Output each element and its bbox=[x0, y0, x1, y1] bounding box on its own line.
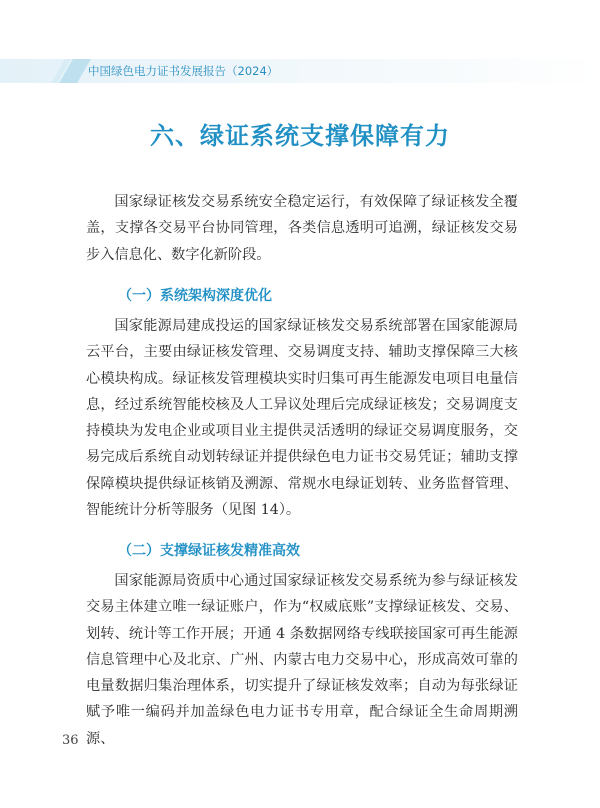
running-header-title: 中国绿色电力证书发展报告（2024） bbox=[88, 64, 279, 78]
section-heading-1: （一）系统架构深度优化 bbox=[118, 288, 272, 304]
page-number: 36 bbox=[62, 733, 79, 748]
section-2-paragraph: 国家能源局资质中心通过国家绿证核发交易系统为参与绿证核发交易主体建立唯一绿证账户，作为“权威底账”支撑绿证核发、交易、划转、统计等工作开展；开通 4 条数据网络专线联接国家可再生能源信息管理中心及北京、广州、内蒙古电力交易中心，形成高效可靠的电量数据归集治理体系，切实提升了绿证核发效率；自动为每张绿证赋予唯一编码并加盖绿色电力证书专用章，配合绿证全生命周期溯源、 bbox=[86, 573, 518, 747]
section-heading-2: （二）支撑绿证核发精准高效 bbox=[118, 543, 300, 559]
intro-paragraph: 国家绿证核发交易系统安全稳定运行，有效保障了绿证核发全覆盖，支撑各交易平台协同管理，各类信息透明可追溯，绿证核发交易步入信息化、数字化新阶段。 bbox=[86, 194, 518, 263]
chapter-title: 六、绿证系统支撑保障有力 bbox=[150, 122, 450, 150]
section-1-paragraph: 国家能源局建成投运的国家绿证核发交易系统部署在国家能源局云平台，主要由绿证核发管理、交易调度支持、辅助支撑保障三大核心模块构成。绿证核发管理模块实时归集可再生能源发电项目电量信息，经过系统智能校核及人工异议处理后完成绿证核发；交易调度支持模块为发电企业或项目业主提供灵活透明的绿证交易调度服务，交易完成后系统自动划转绿证并提供绿色电力证书交易凭证；辅助支撑保障模块提供绿证核销及溯源、常规水电绿证划转、业务监督管理、智能统计分析等服务（见图 14）。 bbox=[86, 318, 518, 519]
